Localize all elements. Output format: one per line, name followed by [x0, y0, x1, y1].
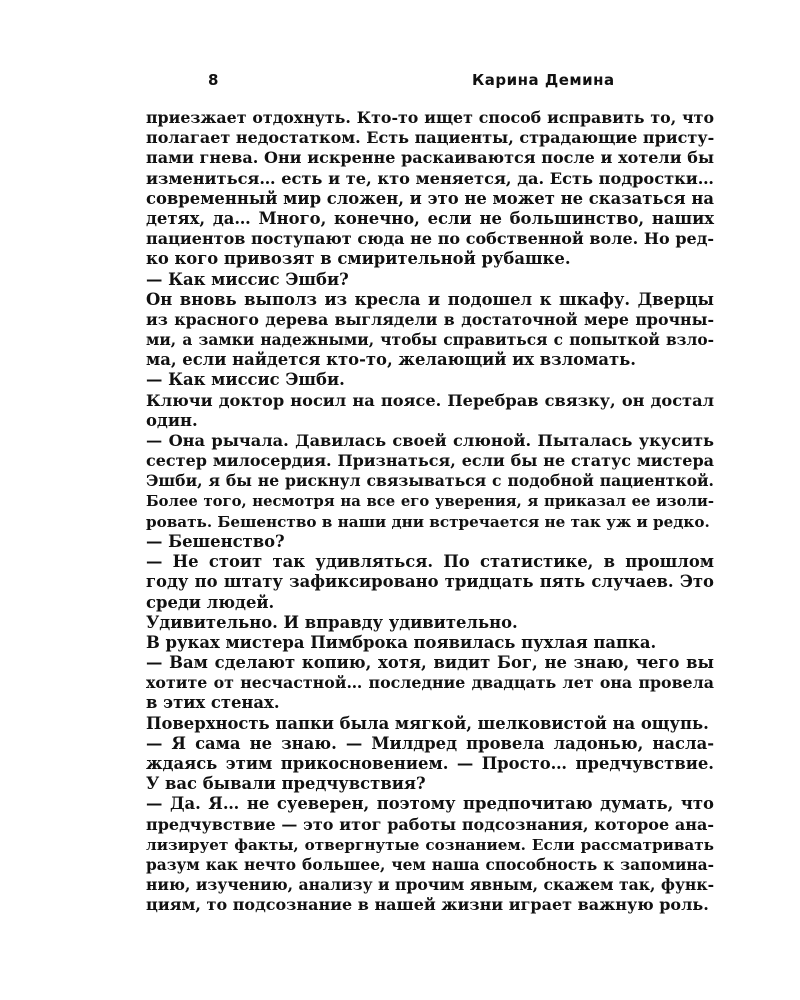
text-line: Удивительно. И вправду удивительно. [146, 612, 518, 632]
text-line: — Бешенство? [146, 531, 285, 551]
text-line: ко кого привозят в смирительной рубашке. [146, 249, 571, 269]
text-line: Ключи доктор носил на поясе. Перебрав связку, он достал [146, 390, 714, 410]
running-title: Карина Демина [472, 71, 615, 89]
book-text [146, 108, 714, 916]
text-line: году по штату зафиксировано тридцать пять случаев. Это [146, 572, 714, 592]
text-line: пами гнева. Они искренне раскаиваются после и хотели бы [146, 148, 714, 168]
text-line: Более того, несмотря на все его уверения, я приказал ее изоли- [146, 492, 714, 510]
text-line: — Вам сделают копию, хотя, видит Бог, не знаю, чего вы [146, 653, 714, 673]
page-header [146, 71, 666, 93]
text-line: нию, изучению, анализу и прочим явным, скажем так, функ- [146, 875, 715, 895]
text-line: В руках мистера Пимброка появилась пухлая папка. [146, 632, 657, 652]
text-line: сестер милосердия. Признаться, если бы не статус мистера [146, 451, 714, 471]
text-line: из красного дерева выглядели в достаточной мере прочны- [146, 309, 714, 329]
text-line: — Как миссис Эшби. [146, 370, 345, 390]
text-line: ждаясь этим прикосновением. — Просто… предчувствие. [146, 754, 714, 773]
text-line: Эшби, я бы не рискнул связываться с подобной пациенткой. [146, 471, 714, 491]
text-line: измениться… есть и те, кто меняется, да. Есть подростки… [146, 168, 714, 188]
text-line: — Да. Я… не суеверен, поэтому предпочитаю думать, что [146, 794, 714, 814]
text-line: пациентов поступают сюда не по собственной воле. Но ред- [146, 229, 714, 249]
text-line: полагает недостатком. Есть пациенты, страдающие присту- [146, 128, 715, 148]
text-line: один. [146, 410, 198, 430]
text-line: ровать. Бешенство в наши дни встречается не так уж и редко. [146, 512, 710, 531]
text-line: ма, если найдется кто-то, желающий их взломать. [146, 350, 636, 370]
text-line: — Я сама не знаю. — Милдред провела ладонью, насла- [146, 733, 714, 753]
text-line: — Она рычала. Давилась своей слюной. Пыталась укусить [146, 431, 714, 450]
page-number: 8 [208, 71, 219, 89]
text-line: хотите от несчастной… последние двадцать лет она провела [146, 673, 714, 693]
text-line: приезжает отдохнуть. Кто-то ищет способ исправить то, что [146, 108, 714, 127]
text-line: Поверхность папки была мягкой, шелковистой на ощупь. [146, 713, 709, 733]
text-line: детях, да… Много, конечно, если не большинство, наших [146, 208, 714, 228]
text-line: ми, а замки надежными, чтобы справиться с попыткой взло- [146, 331, 714, 350]
text-line: разум как нечто большее, чем наша способность к запомина- [146, 855, 714, 874]
text-line: лизирует факты, отвергнутые сознанием. Если рассматривать [146, 835, 714, 854]
text-line: Он вновь выполз из кресла и подошел к шкафу. Дверцы [146, 289, 714, 309]
text-line: современный мир сложен, и это не может не сказаться на [146, 188, 714, 208]
text-line: предчувствие — это итог работы подсознания, которое ана- [146, 814, 714, 834]
text-line: в этих стенах. [146, 693, 280, 713]
text-line: циям, то подсознание в нашей жизни играет важную роль. [146, 895, 709, 915]
text-line: — Как миссис Эшби? [146, 269, 349, 289]
text-line: среди людей. [146, 592, 275, 612]
text-line: — Не стоит так удивляться. По статистике, в прошлом [146, 552, 714, 572]
text-line: У вас бывали предчувствия? [146, 774, 426, 794]
